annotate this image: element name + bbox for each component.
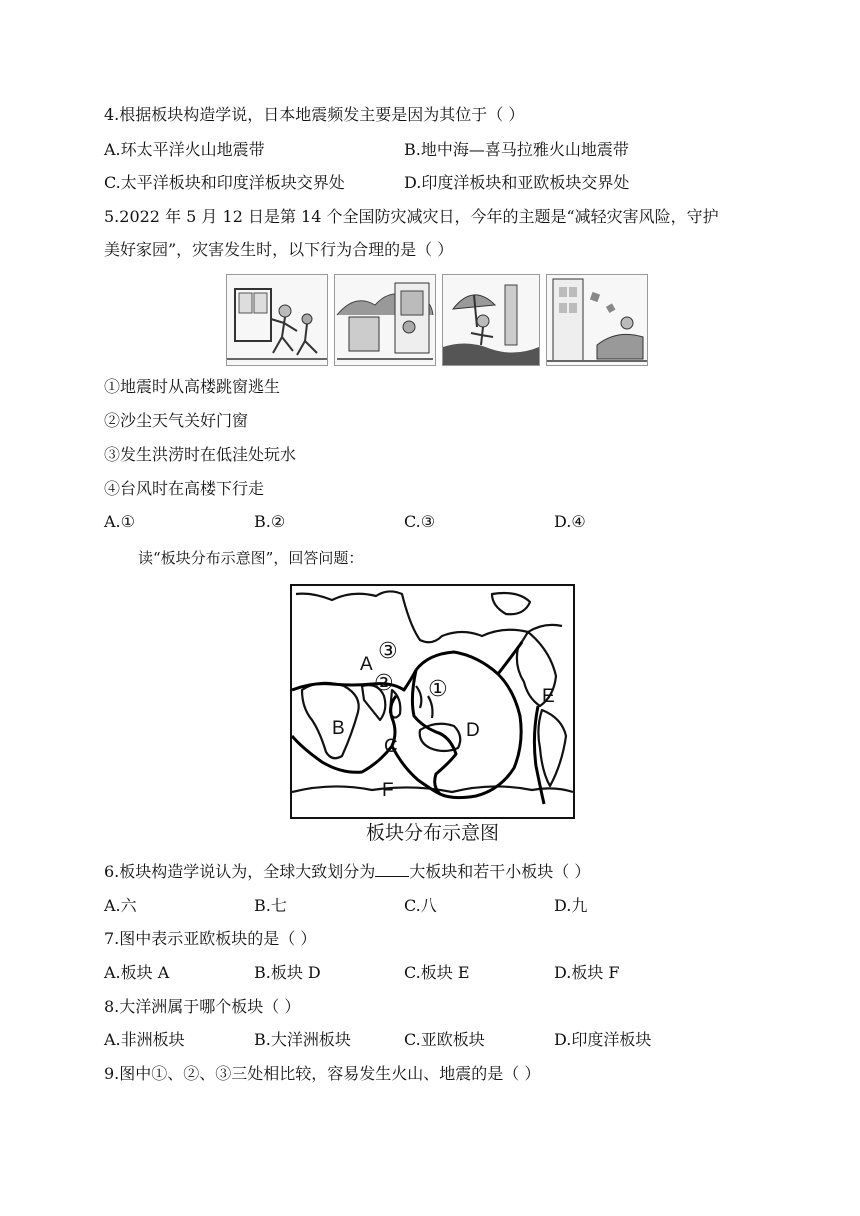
q7-option-c: C.板块 E [404, 963, 470, 982]
q6-option-b: B.七 [254, 896, 287, 915]
q7-stem: 7.图中表示亚欧板块的是（ ） [104, 929, 317, 948]
map-caption: 板块分布示意图 [365, 822, 499, 844]
q7-option-a: A.板块 A [104, 963, 170, 982]
q4-option-b: B.地中海—喜马拉雅火山地震带 [404, 140, 629, 159]
q8-option-b: B.大洋洲板块 [254, 1030, 351, 1049]
q9-stem: 9.图中①、②、③三处相比较，容易发生火山、地震的是（ ） [104, 1064, 541, 1083]
q6-option-c: C.八 [404, 896, 437, 915]
q5-statement-1: ①地震时从高楼跳窗逃生 [104, 377, 281, 396]
illustration-flood [442, 274, 540, 366]
plate-map-drawing [292, 586, 573, 817]
plate-map [290, 584, 575, 819]
q6-option-d: D.九 [554, 896, 588, 915]
map-intro: 读“板块分布示意图”，回答问题： [138, 549, 364, 567]
q4-option-a: A.环太平洋火山地震带 [104, 140, 265, 159]
q7-option-b: B.板块 D [254, 963, 321, 982]
q5-statement-2: ②沙尘天气关好门窗 [104, 411, 249, 430]
q6-stem-pre: 6.板块构造学说认为，全球大致划分为 [104, 862, 376, 881]
q8-option-d: D.印度洋板块 [554, 1030, 652, 1049]
plate-label-e: E [542, 686, 555, 707]
q8-stem: 8.大洋洲属于哪个板块（ ） [104, 997, 301, 1016]
q6-option-a: A.六 [104, 896, 137, 915]
plate-label-a: A [360, 654, 373, 675]
q4-stem: 4.根据板块构造学说，日本地震频发主要是因为其位于（ ） [104, 105, 525, 124]
illustration-earthquake [226, 274, 328, 366]
q7-option-d: D.板块 F [554, 963, 620, 982]
marker-2: ② [374, 671, 394, 696]
plate-label-b: B [332, 718, 345, 739]
plate-label-c: C [384, 736, 398, 757]
q5-stem-line2: 美好家园”，灾害发生时，以下行为合理的是（ ） [104, 240, 454, 259]
marker-1: ① [428, 677, 448, 702]
q5-option-b: B.② [254, 512, 286, 531]
q5-statement-4: ④台风时在高楼下行走 [104, 479, 265, 498]
q5-stem-line1: 5.2022 年 5 月 12 日是第 14 个全国防灾减灾日，今年的主题是“减轻灾害风险，守护 [104, 207, 719, 226]
q8-option-c: C.亚欧板块 [404, 1030, 485, 1049]
q4-option-c: C.太平洋板块和印度洋板块交界处 [104, 173, 345, 192]
q5-option-d: D.④ [554, 512, 586, 531]
q6-stem [104, 860, 590, 883]
plate-label-f: F [382, 780, 394, 801]
q4-option-d: D.印度洋板块和亚欧板块交界处 [404, 173, 630, 192]
q6-stem-post: 大板块和若干小板块（ ） [409, 862, 591, 881]
q5-option-c: C.③ [404, 512, 436, 531]
q8-option-a: A.非洲板块 [104, 1030, 185, 1049]
illustration-sandstorm [334, 274, 436, 366]
q5-option-a: A.① [104, 512, 135, 531]
disaster-illustrations [226, 274, 646, 364]
illustration-typhoon [546, 274, 648, 366]
q6-blank [375, 860, 409, 877]
marker-3: ③ [378, 639, 398, 664]
q5-statement-3: ③发生洪涝时在低洼处玩水 [104, 445, 297, 464]
plate-label-d: D [466, 720, 480, 741]
